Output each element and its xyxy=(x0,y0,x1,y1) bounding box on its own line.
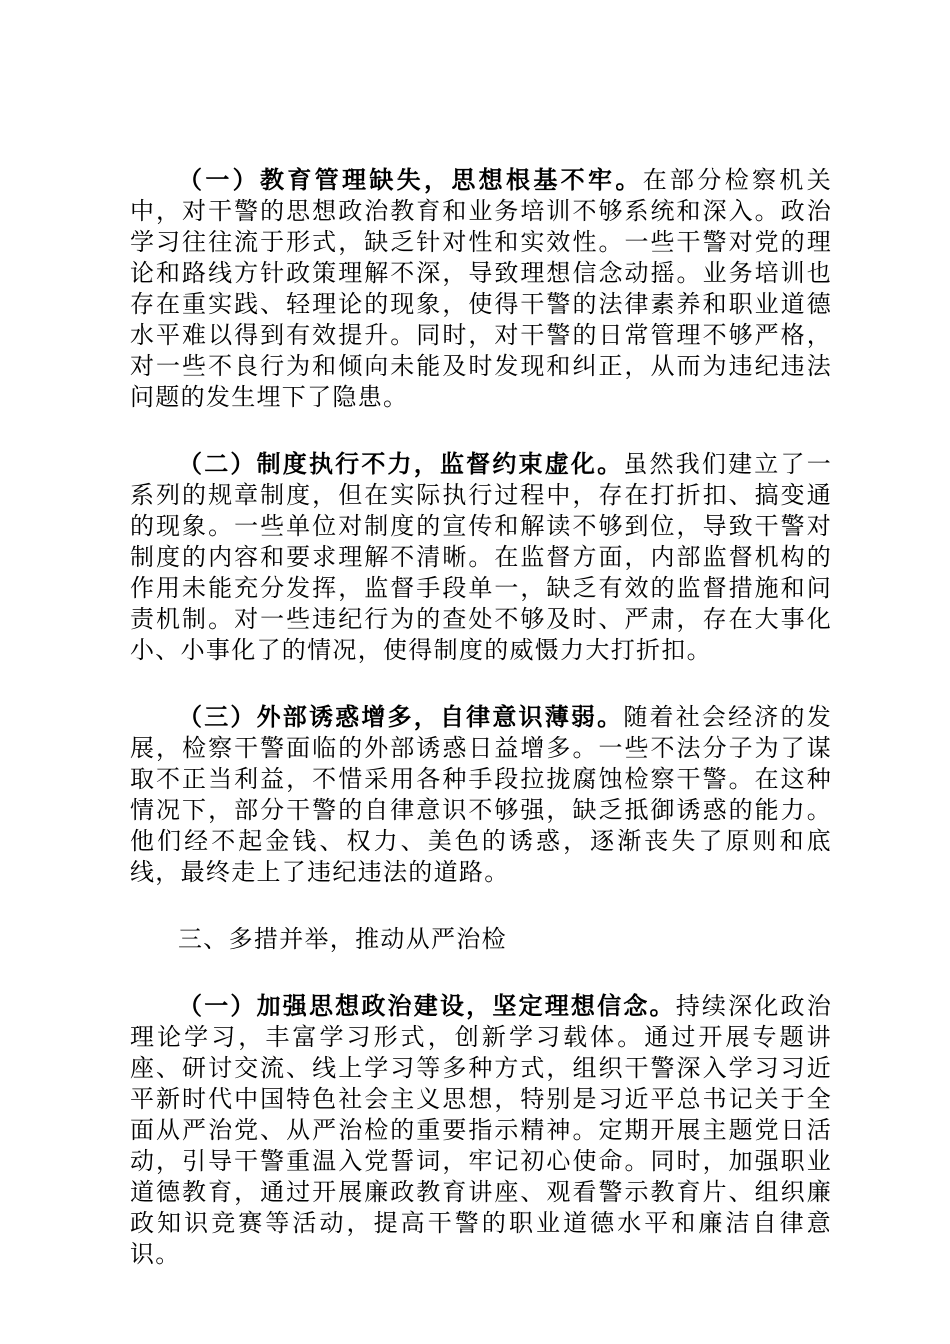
paragraph-text: 虽然我们建立了一系列的规章制度，但在实际执行过程中，存在打折扣、搞变通的现象。一些单位对制度的宣传和解读不够到位，导致干警对制度的内容和要求理解不清晰。在监督方面，内部监督机构的作用未能充分发挥，监督手段单一，缺乏有效的监督措施和问责机制。对一些违纪行为的查处不够及时、严肃，存在大事化小、小事化了的情况，使得制度的威慑力大打折扣。 xyxy=(130,450,832,664)
paragraph-text: 随着社会经济的发展，检察干警面临的外部诱惑日益增多。一些不法分子为了谋取不正当利益，不惜采用各种手段拉拢腐蚀检察干警。在这种情况下，部分干警的自律意识不够强，缺乏抵御诱惑的能力。他们经不起金钱、权力、美色的诱惑，逐渐丧失了原则和底线，最终走上了违纪违法的道路。 xyxy=(130,703,832,886)
paragraph-external-temptation xyxy=(130,702,832,888)
paragraph-political-construction xyxy=(130,991,832,1270)
paragraph-education-management xyxy=(130,165,832,413)
paragraph-text: 持续深化政治理论学习，丰富学习形式，创新学习载体。通过开展专题讲座、研讨交流、线上学习等多种方式，组织干警深入学习习近平新时代中国特色社会主义思想，特别是习近平总书记关于全面从严治党、从严治检的重要指示精神。定期开展主题党日活动，引导干警重温入党誓词，牢记初心使命。同时，加强职业道德教育，通过开展廉政教育讲座、观看警示教育片、组织廉政知识竞赛等活动，提高干警的职业道德水平和廉洁自律意识。 xyxy=(130,992,832,1268)
paragraph-lead: （三）外部诱惑增多，自律意识薄弱。 xyxy=(178,703,624,731)
paragraph-system-execution xyxy=(130,449,832,666)
paragraph-lead: （一）教育管理缺失，思想根基不牢。 xyxy=(178,166,643,194)
section-heading: 三、多措并举，推动从严治检 xyxy=(178,925,507,953)
paragraph-lead: （一）加强思想政治建设，坚定理想信念。 xyxy=(178,992,676,1020)
paragraph-lead: （二）制度执行不力，监督约束虚化。 xyxy=(178,450,624,478)
paragraph-text: 在部分检察机关中，对干警的思想政治教育和业务培训不够系统和深入。政治学习往往流于形式，缺乏针对性和实效性。一些干警对党的理论和路线方针政策理解不深，导致理想信念动摇。业务培训也存在重实践、轻理论的现象，使得干警的法律素养和职业道德水平难以得到有效提升。同时，对干警的日常管理不够严格，对一些不良行为和倾向未能及时发现和纠正，从而为违纪违法问题的发生埋下了隐患。 xyxy=(130,166,832,411)
document-body xyxy=(130,165,832,1306)
